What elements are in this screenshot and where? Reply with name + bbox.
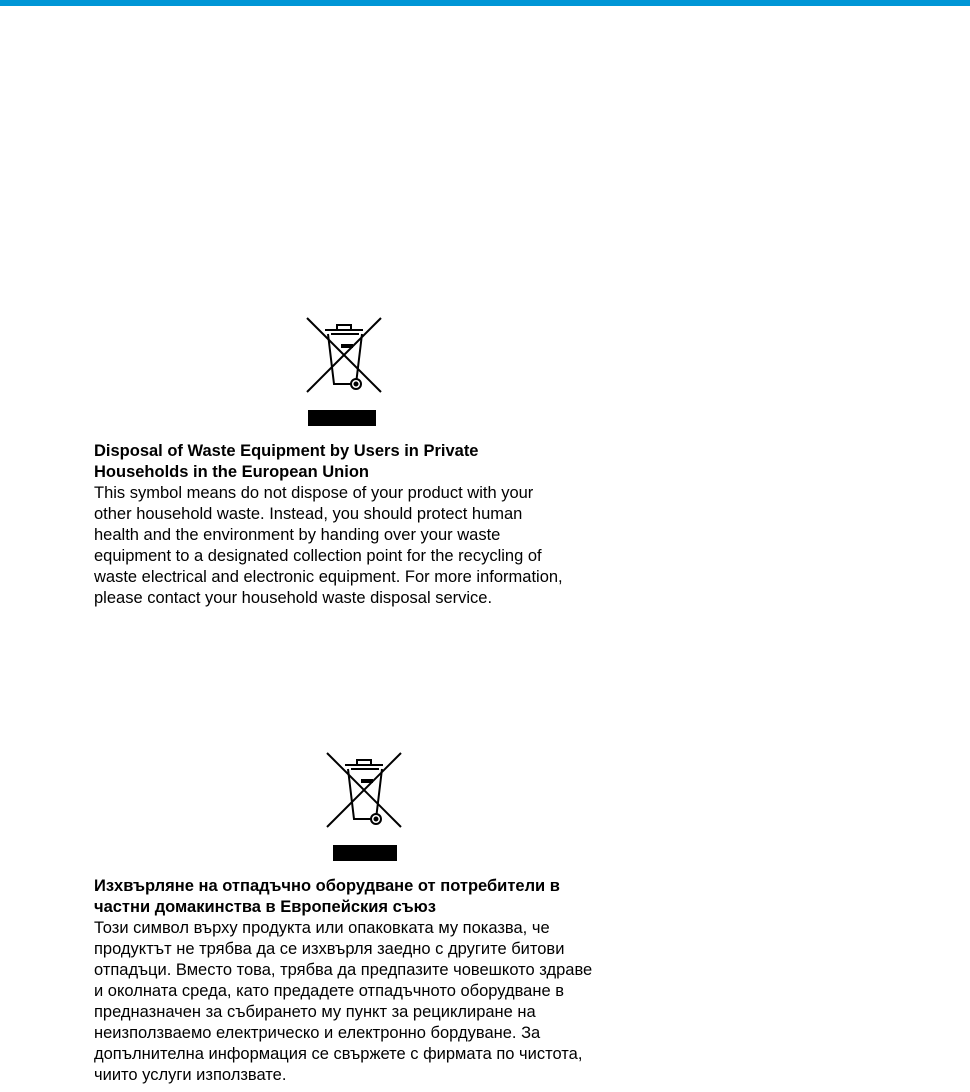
weee-notice-en xyxy=(94,441,654,609)
weee-symbol-en xyxy=(303,314,385,430)
weee-notice-bg xyxy=(94,876,654,1086)
crossed-out-wheelie-bin-icon xyxy=(323,749,405,865)
section-body-bg: Този символ върху продукта или опаковката му показва, че продуктът не трябва да се изхвърля заедно с другите битови отпадъци. Вместо това, трябва да предпазите човешкото здраве и околната среда, като предадете отпадъчното оборудване в предназначен за събирането му пункт за рециклиране на неизползваемо електрическо и електронно бордуване. За допълнителна информация се свържете с фирмата по чистота, чиито услуги използвате. xyxy=(94,919,593,1084)
section-body-en: This symbol means do not dispose of your product with your other household waste. Instead, you should protect human health and the environment by handing over your waste equipment to a designated collection point for the recycling of waste electrical and electronic equipment. For more information, please contact your household waste disposal service. xyxy=(94,484,563,607)
header-rule xyxy=(0,0,970,6)
section-heading-en: Disposal of Waste Equipment by Users in Private Households in the European Union xyxy=(94,442,479,481)
crossed-out-wheelie-bin-icon xyxy=(303,314,385,430)
weee-symbol-bg xyxy=(323,749,405,865)
section-heading-bg: Изхвърляне на отпадъчно оборудване от потребители в частни домакинства в Европейския съюз xyxy=(94,877,560,916)
